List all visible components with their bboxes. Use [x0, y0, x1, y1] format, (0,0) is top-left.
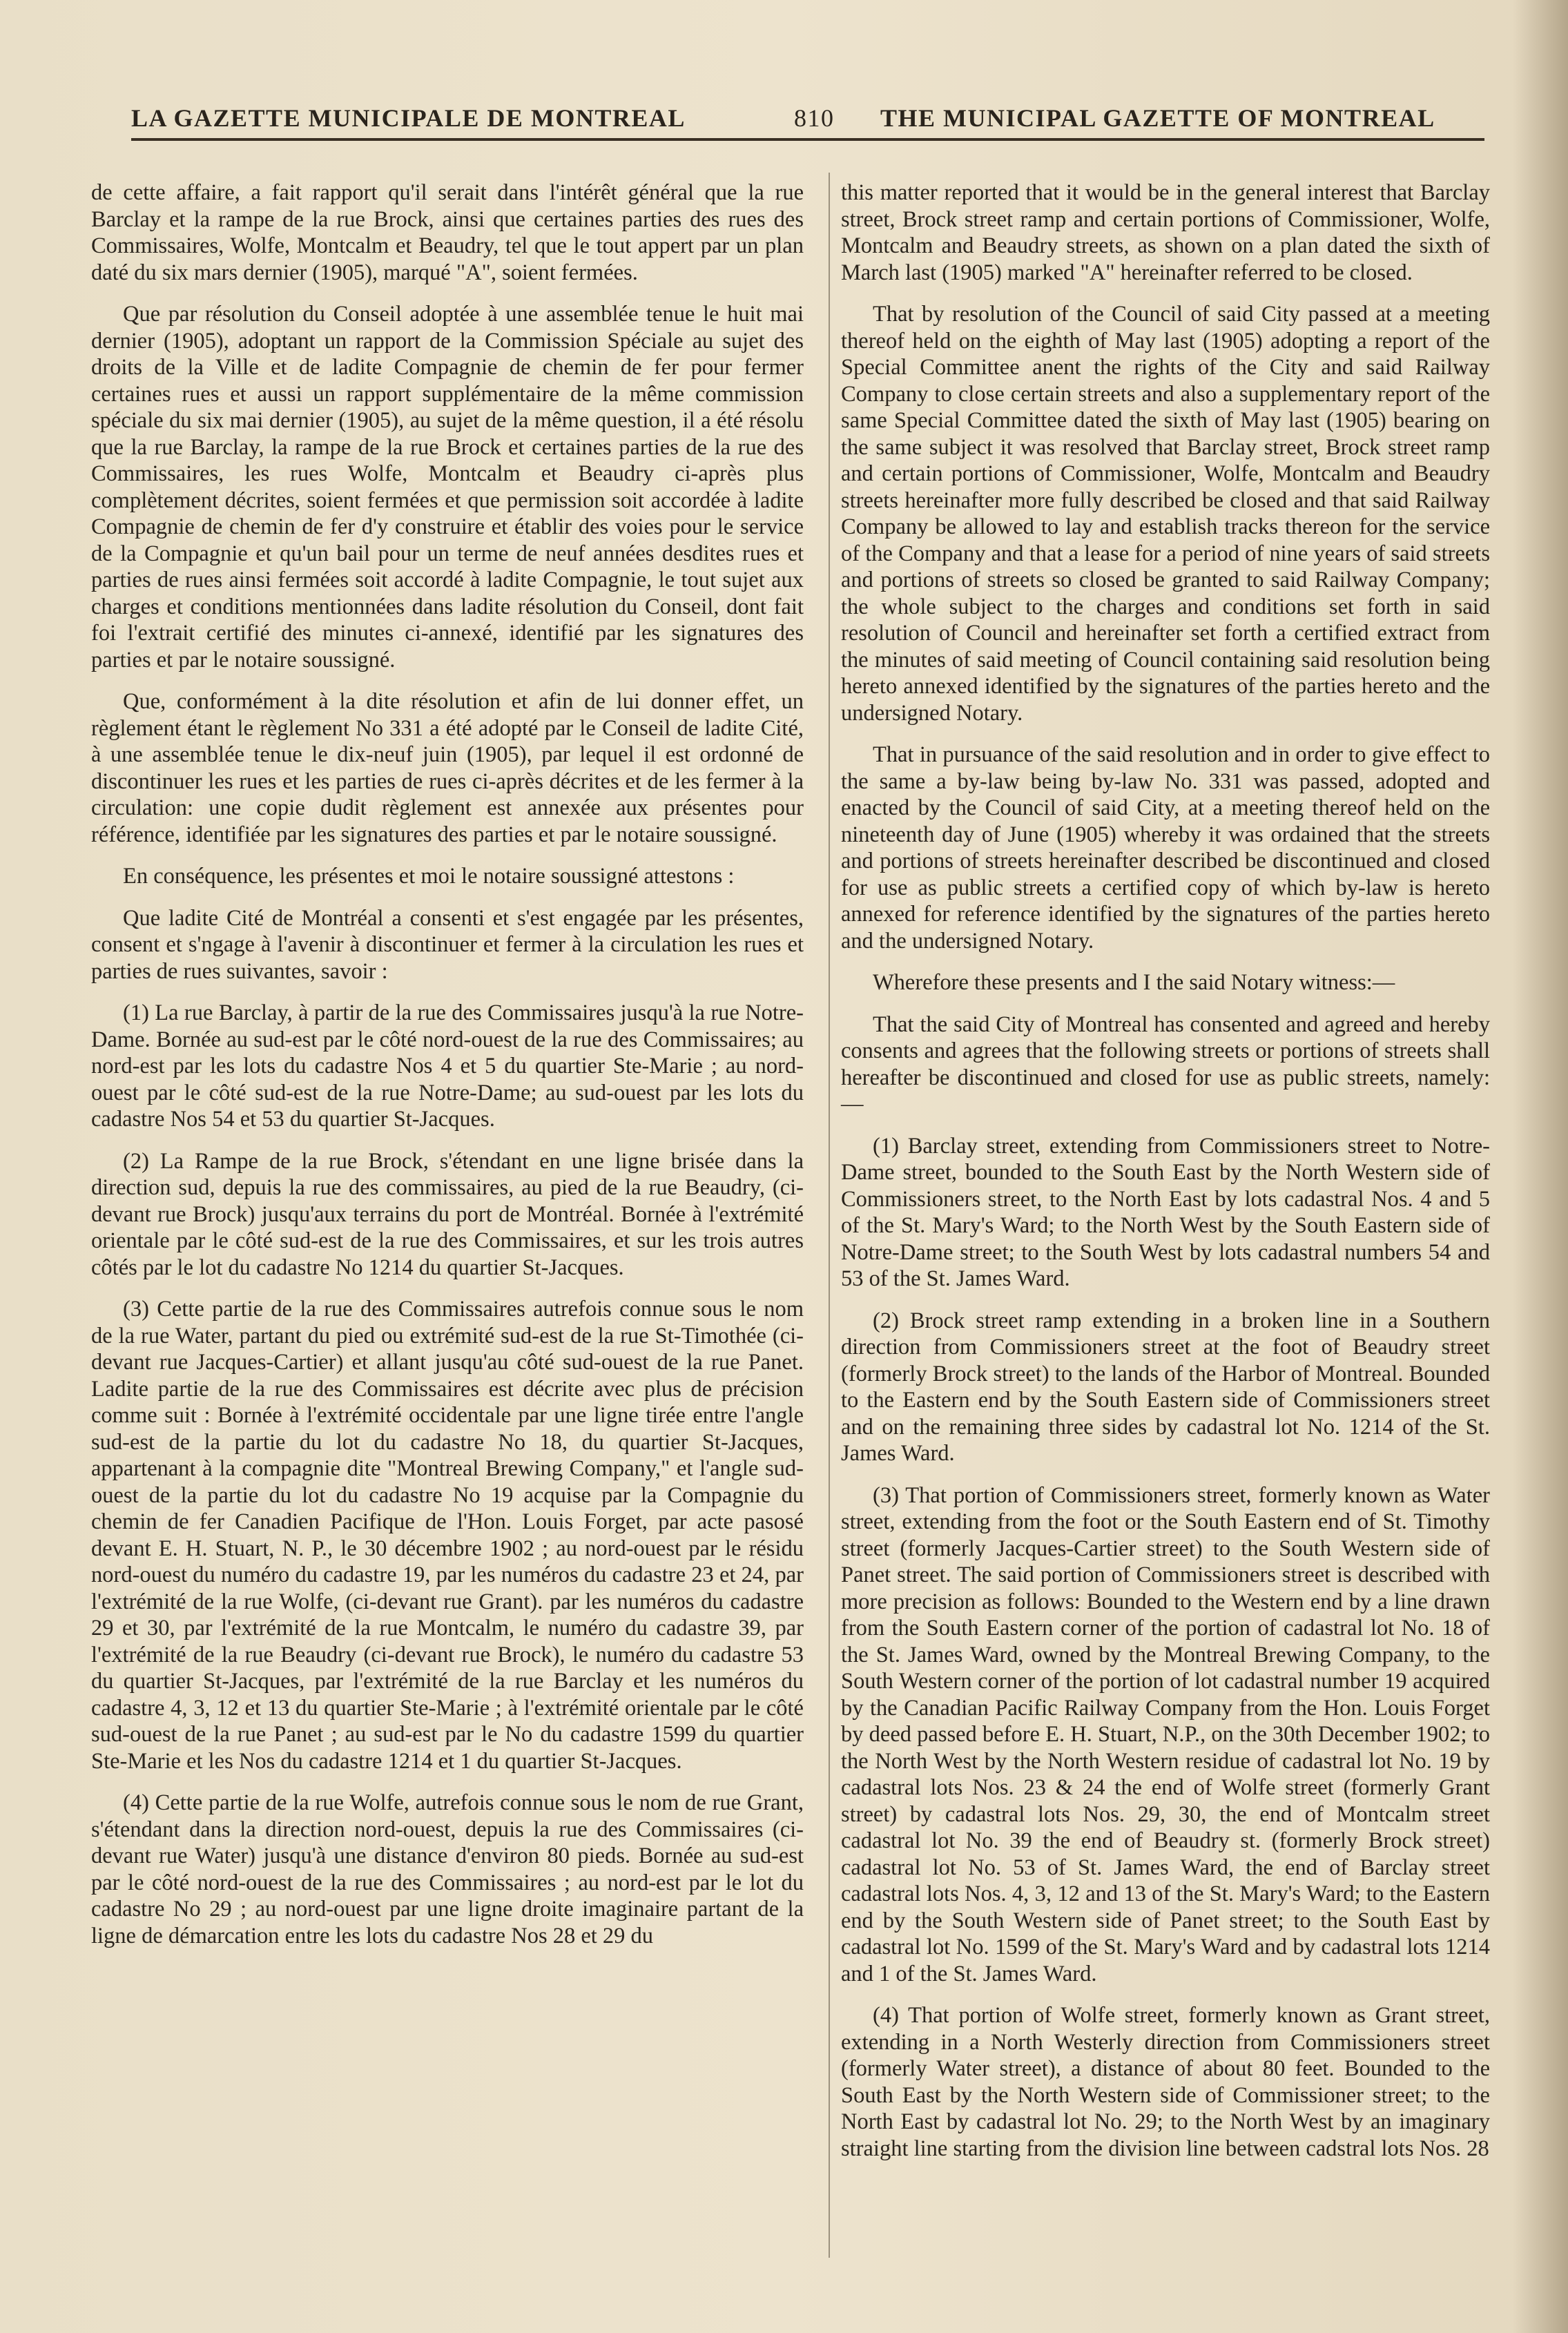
paragraph: (3) That portion of Commissioners street, formerly known as Water street, extending from the foot or the South Eastern end of St. Timothy street (formerly Jacques-Cartier street) to the South Western side of Panet street. The said portion of Commissioners street is described with more precision as follows: Bounded to the Western end by a line drawn from the South Eastern corner of the portion of cadastral lot No. 18 of the St. James Ward, owned by the Montreal Brewing Company, to the South Western corner of the portion of lot cadastral number 19 acquired by the Canadian Pacific Railway Company from the Hon. Louis Forget by deed passed before E. H. Stuart, N.P., on the 30th December 1902; to the North West by the North Western residue of cadastral lot No. 19 by cadastral lots Nos. 23 & 24 the end of Wolfe street (formerly Grant street) by cadastral lots Nos. 29, 30, the end of Montcalm street cadastral lot No. 39 the end of Beaudry st. (formerly Brock street) cadastral lot No. 53 of St. James Ward, the end of Barclay street cadastral lots Nos. 4, 3, 12 and 13 of the St. Mary's Ward; to the Eastern end by the South Western side of Panet street; to the South East by cadastral lot No. 1599 of the St. Mary's Ward and by cadastral lots 1214 and 1 of the St. James Ward. — [841, 1482, 1490, 1986]
paragraph: Que, conformément à la dite résolution et afin de lui donner effet, un règlement étant le règlement No 331 a été adopté par le Conseil de ladite Cité, à une assemblée tenue le dix-neuf juin (1905), par lequel il est ordonné de discontinuer les rues et les parties de rues ci-après décrites et de les fermer à la circulation: une copie dudit règlement est annexée aux présentes pour référence, identifiée par les signatures des parties et par le notaire soussigné. — [91, 689, 804, 847]
paragraph: That the said City of Montreal has consented and agreed and hereby consents and agrees that the following streets or portions of streets shall hereafter be discontinued and closed for use as public streets, namely:— — [841, 1011, 1490, 1116]
paragraph: (4) Cette partie de la rue Wolfe, autrefois connue sous le nom de rue Grant, s'étendant dans la direction nord-ouest, depuis la rue des Commissaires (ci-devant rue Water) jusqu'à une distance d'environ 80 pieds. Bornée au sud-est par le côté nord-ouest de la rue des Commissaires ; au nord-est par le lot du cadastre No 29 ; au nord-ouest par une ligne droite imaginaire partant de la ligne de démarcation entre les lots du cadastre Nos 28 et 29 du — [91, 1790, 804, 1948]
paragraph: (4) That portion of Wolfe street, formerly known as Grant street, extending in a North Westerly direction from Commissioners street (formerly Water street), a distance of about 80 feet. Bounded to the South East by the North Western side of Commissioner street; to the North East by cadastral lot No. 29; to the North West by an imaginary straight line starting from the division line between cadstral lots Nos. 28 — [841, 2003, 1490, 2161]
paragraph: (3) Cette partie de la rue des Commissaires autrefois connue sous le nom de la rue Water, partant du pied ou extrémité sud-est de la rue St-Timothée (ci-devant rue Jacques-Cartier) et allant jusqu'au côté sud-ouest de la rue Panet. Ladite partie de la rue des Commissaires est décrite avec plus de précision comme suit : Bornée à l'extrémité occidentale par une ligne tirée entre l'angle sud-est de la partie du lot du cadastre No 18, du quartier St-Jacques, appartenant à la compagnie dite "Montreal Brewing Company," et l'angle sud-ouest de la partie du lot du cadastre No 19 acquise par la Compagnie du chemin de fer Canadien Pacifique de l'Hon. Louis Forget, par acte pasosé devant E. H. Stuart, N. P., le 30 décembre 1902 ; au nord-ouest par le résidu nord-ouest du numéro du cadastre 19, par les numéros du cadastre 23 et 24, par l'extrémité de la rue Wolfe, (ci-devant rue Grant). par les numéros du cadastre 29 et 30, par l'extrémité de la rue Montcalm, le numéro du cadastre 39, par l'extrémité de la rue Beaudry (ci-devant rue Brock), le numéro du cadastre 53 du quartier St-Jacques, par l'extrémité de la rue Barclay et les numéros du cadastre 4, 3, 12 et 13 du quartier Ste-Marie ; à l'extrémité orientale par le côté sud-ouest de la rue Panet ; au sud-est par le No du cadastre 1599 du quartier Ste-Marie et les Nos du cadastre 1214 et 1 du quartier St-Jacques. — [91, 1297, 804, 1774]
paragraph: de cette affaire, a fait rapport qu'il serait dans l'intérêt général que la rue Barclay et la rampe de la rue Brock, ainsi que certaines parties des rues des Commissaires, Wolfe, Montcalm et Beaudry, tel que le tout appert par un plan daté du six mars dernier (1905), marqué "A", soient fermées. — [91, 180, 804, 285]
paragraph: (2) La Rampe de la rue Brock, s'étendant en une ligne brisée dans la direction sud, depuis la rue des commissaires, au pied de la rue Beaudry, (ci-devant rue Brock) jusqu'aux terrains du port de Montréal. Bornée à l'extrémité orientale par le côté sud-est de la rue des Commissaires, et sur les trois autres côtés par le lot du cadastre No 1214 du quartier St-Jacques. — [91, 1148, 804, 1280]
paragraph: Que ladite Cité de Montréal a consenti et s'est engagée par les présentes, consent et s'ngage à l'avenir à discontinuer et fermer à la circulation les rues et parties de rues suivantes, savoir : — [91, 905, 804, 984]
paragraph: (1) Barclay street, extending from Commissioners street to Notre-Dame street, bounded to the South East by the North Western side of Commissioners street, to the North East by lots cadastral Nos. 4 and 5 of the St. Mary's Ward; to the North West by the South Eastern side of Notre-Dame street; to the South West by lots cadastral numbers 54 and 53 of the St. James Ward. — [841, 1133, 1490, 1291]
english-title: THE MUNICIPAL GAZETTE OF MONTREAL — [880, 104, 1435, 132]
paragraph: Que par résolution du Conseil adoptée à une assemblée tenue le huit mai dernier (1905), adoptant un rapport de la Commission Spéciale au sujet des droits de la Ville et de ladite Compagnie de chemin de fer pour fermer certaines rues et aussi un rapport supplémentaire de la même commission spéciale du six mai dernier (1905), au sujet de la même question, il a été résolu que la rue Barclay, la rampe de la rue Brock et certaines parties de la rue des Commissaires, les rues Wolfe, Montcalm et Beaudry ci-après plus complètement décrites, soient fermées et que permission soit accordée à ladite Compagnie de chemin de fer d'y construire et établir des voies pour le service de la Compagnie et qu'un bail pour un terme de neuf années desdites rues et parties de rues ainsi fermées soit accordé à ladite Compagnie, le tout sujet aux charges et conditions mentionnées dans ladite résolution du Conseil, dont fait foi l'extrait certifié des minutes ci-annexé, identifié par les signatures des parties et par le notaire soussigné. — [91, 302, 804, 672]
paragraph: (2) Brock street ramp extending in a broken line in a Southern direction from Commissioners street at the foot of Beaudry street (formerly Brock street) to the lands of the Harbor of Montreal. Bounded to the Eastern end by the South Eastern side of Commissioners street and on the remaining three sides by cadastral lot No. 1214 of the St. James Ward. — [841, 1308, 1490, 1466]
english-column — [841, 180, 1490, 2177]
paragraph: Wherefore these presents and I the said Notary witness:— — [873, 970, 1395, 995]
paragraph: this matter reported that it would be in the general interest that Barclay street, Brock street ramp and certain portions of Commissioner, Wolfe, Montcalm and Beaudry streets, as shown on a plan dated the sixth of March last (1905) marked "A" hereinafter referred to be closed. — [841, 180, 1490, 285]
french-title: LA GAZETTE MUNICIPALE DE MONTREAL — [131, 104, 686, 132]
page-header — [131, 104, 1484, 139]
column-divider — [829, 173, 830, 2258]
paragraph: That by resolution of the Council of said City passed at a meeting thereof held on the eighth of May last (1905) adopting a report of the Special Committee anent the rights of the City and said Railway Company to close certain streets and also a supplementary report of the same Special Committee dated the sixth of May last (1905) bearing on the same subject it was resolved that Barclay street, Brock street ramp and certain portions of Commissioner, Wolfe, Montcalm and Beaudry streets hereinafter more fully described be closed and that said Railway Company be allowed to lay and establish tracks thereon for the service of the Company and that a lease for a period of nine years of said streets and portions of streets so closed be granted to said Railway Company; the whole subject to the charges and conditions set forth in said resolution of Council and hereinafter set forth a certified extract from the minutes of said meeting of Council containing said resolution being hereto annexed identified by the signatures of the parties hereto and the undersigned Notary. — [841, 302, 1490, 726]
page-number: 810 — [794, 104, 835, 132]
header-rule — [131, 138, 1484, 141]
paragraph: En conséquence, les présentes et moi le notaire soussigné attestons : — [123, 864, 735, 889]
paragraph: That in pursuance of the said resolution and in order to give effect to the same a by-law being by-law No. 331 was passed, adopted and enacted by the Council of said City, at a meeting thereof held on the nineteenth day of June (1905) whereby it was ordained that the streets and portions of streets hereinafter described be discontinued and closed for use as public streets a certified copy of which by-law is hereto annexed for reference identified by the signatures of the parties hereto and the undersigned Notary. — [841, 742, 1490, 953]
french-column — [91, 180, 804, 1964]
paragraph: (1) La rue Barclay, à partir de la rue des Commissaires jusqu'à la rue Notre-Dame. Bornée au sud-est par le côté nord-ouest de la rue des Commissaires; au nord-est par les lots du cadastre Nos 4 et 5 du quartier Ste-Marie ; au nord-ouest par le côté sud-est de la rue Notre-Dame; au sud-ouest par les lots du cadastre Nos 54 et 53 du quartier St-Jacques. — [91, 1000, 804, 1132]
